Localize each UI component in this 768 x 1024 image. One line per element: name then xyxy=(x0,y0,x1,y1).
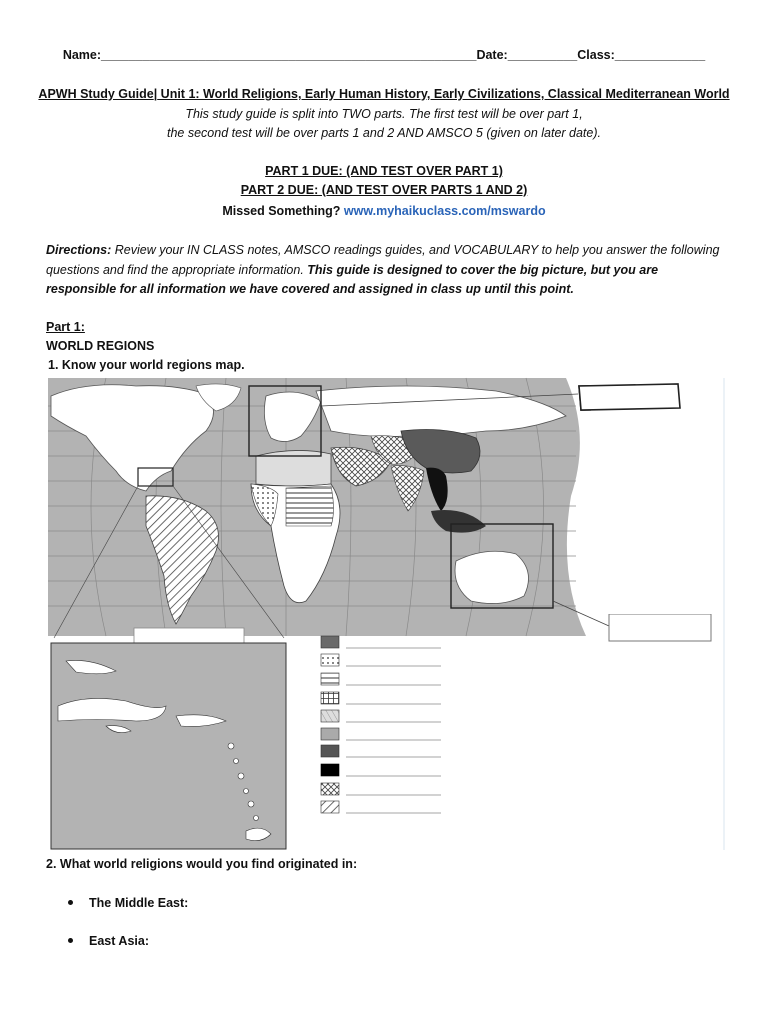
directions-text: Review your IN CLASS notes, AMSCO readings guides, and VOCABULARY to help you answer the following questions and find the appropriate information. xyxy=(46,243,720,277)
question-1-text: 1. Know your world regions map. xyxy=(48,358,245,372)
name-label: Name: xyxy=(62,48,102,62)
world-regions-map xyxy=(46,376,726,852)
class-field[interactable]: _____________ xyxy=(614,48,706,62)
title-separator: | xyxy=(153,87,158,101)
bullet-east-asia-text: East Asia: xyxy=(89,934,149,948)
part1-heading: Part 1: xyxy=(46,320,85,334)
world-map-image xyxy=(46,376,726,852)
directions-label: Directions: xyxy=(46,243,112,257)
bullet-east-asia xyxy=(68,934,149,948)
legend-swatch-1 xyxy=(321,636,339,648)
unit-title: Unit 1: World Religions, Early Human History, Early Civilizations, Classical Mediterranean World xyxy=(157,87,730,101)
map-margin xyxy=(591,378,724,614)
australia xyxy=(455,551,529,603)
class-website-link[interactable]: www.myhaikuclass.com/mswardo xyxy=(343,204,546,218)
intro-line-1: This study guide is split into TWO parts. The first test will be over part 1, xyxy=(185,107,583,121)
date-label: Date: xyxy=(476,48,508,62)
bullet-middle-east xyxy=(68,896,188,910)
missed-something xyxy=(0,204,768,218)
caribbean-inset xyxy=(51,643,286,849)
legend-swatch-9 xyxy=(321,783,339,795)
oceania-label-box[interactable] xyxy=(609,614,711,641)
legend-swatch-7 xyxy=(321,745,339,757)
question-1 xyxy=(48,358,728,372)
question-2: 2. What world religions would you find originated in: xyxy=(46,857,358,871)
class-label: Class: xyxy=(577,48,615,62)
course-title: APWH Study Guide xyxy=(38,87,154,101)
legend-swatch-10 xyxy=(321,801,339,813)
name-field[interactable]: ______________________________________________________ xyxy=(101,48,477,62)
world-regions-heading: WORLD REGIONS xyxy=(46,339,155,353)
bullet-dot xyxy=(68,938,73,943)
part2-due: PART 2 DUE: (AND TEST OVER PARTS 1 AND 2) xyxy=(240,183,528,197)
legend-swatch-3 xyxy=(321,673,339,685)
map-legend xyxy=(321,636,441,813)
date-field[interactable]: __________ xyxy=(507,48,578,62)
intro-line-2: the second test will be over parts 1 and 2 AND AMSCO 5 (given on later date). xyxy=(166,126,601,140)
legend-swatch-4 xyxy=(321,692,339,704)
central-africa xyxy=(286,486,334,526)
document-title xyxy=(0,87,768,101)
directions-bold-text: This guide is designed to cover the big picture, but you are responsible for all information we have covered and assigned in class up until this point. xyxy=(46,262,659,296)
legend-swatch-6 xyxy=(321,728,339,740)
header-fields xyxy=(0,48,768,62)
part1-due: PART 1 DUE: (AND TEST OVER PART 1) xyxy=(265,164,503,178)
bullet-middle-east-text: The Middle East: xyxy=(89,896,189,910)
missed-label: Missed Something? xyxy=(222,204,344,218)
legend-swatch-8 xyxy=(321,764,339,776)
bullet-dot xyxy=(68,900,73,905)
directions-paragraph xyxy=(46,241,726,300)
legend-swatch-2 xyxy=(321,654,339,666)
legend-swatch-5 xyxy=(321,710,339,722)
